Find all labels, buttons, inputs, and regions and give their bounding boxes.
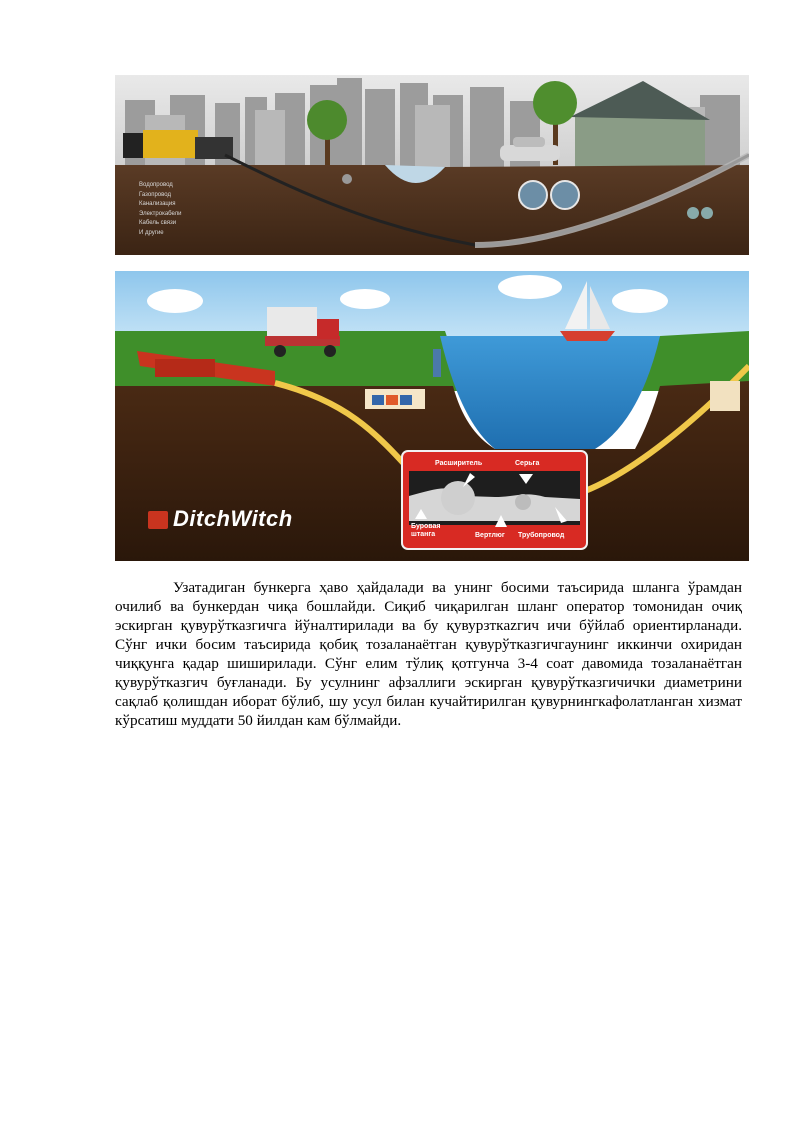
legend-item: Электрокабели (139, 210, 182, 217)
legend-item: И другие (139, 229, 164, 236)
callout-vertlug: Вертлюг (475, 532, 505, 539)
figure-drilling-under-city (115, 75, 749, 255)
legend-item: Газопровод (139, 191, 171, 198)
legend-item: Канализация (139, 201, 176, 207)
legend-item: Водопровод (139, 182, 173, 188)
legend-item: Кабель связи (139, 220, 177, 226)
callout-pipeline: Трубопровод (518, 532, 565, 539)
ditchwitch-logo: DitchWitch (173, 506, 293, 531)
body-paragraph: Узатадиган бункерга ҳаво ҳайдалади ва унинг босими таъсирида шланга ўрамдан очилиб ва бункердан чиқа бошлайди. Сиқиб чиқарилган шланг оператор томонидан очиқ эскирган қувурўтказгичга йўналтирилади ва бу қувурзткazгич ичи бўйлаб ориентирланади. Сўнг ички босим таъсирида қобиқ тозаланаётган қувурўтказгичгаунинг иккинчи охиридан чиққунга қадар шиширилади. Сўнг елим тўлиқ қотгунча 3-4 соат давомида тозаланаётган қувурўтказгич буғланади. Бу усулнинг афзаллиги эскирган қувурўтказгичички диаметрини сақлаб қолишдан иборат бўлиб, шу усул билан кучайтирилган қувурнингкафолатланган хизмат кўрсатиш муддати 50 йилдан кам бўлмайди. (115, 579, 742, 729)
utilities-legend (139, 181, 182, 238)
callout-reamer: Расширитель (435, 460, 483, 467)
callout-swivel: Серьга (515, 460, 540, 467)
callout-drill-rod: Буровая штанга (411, 523, 441, 538)
figure-drilling-under-lake (115, 271, 749, 561)
